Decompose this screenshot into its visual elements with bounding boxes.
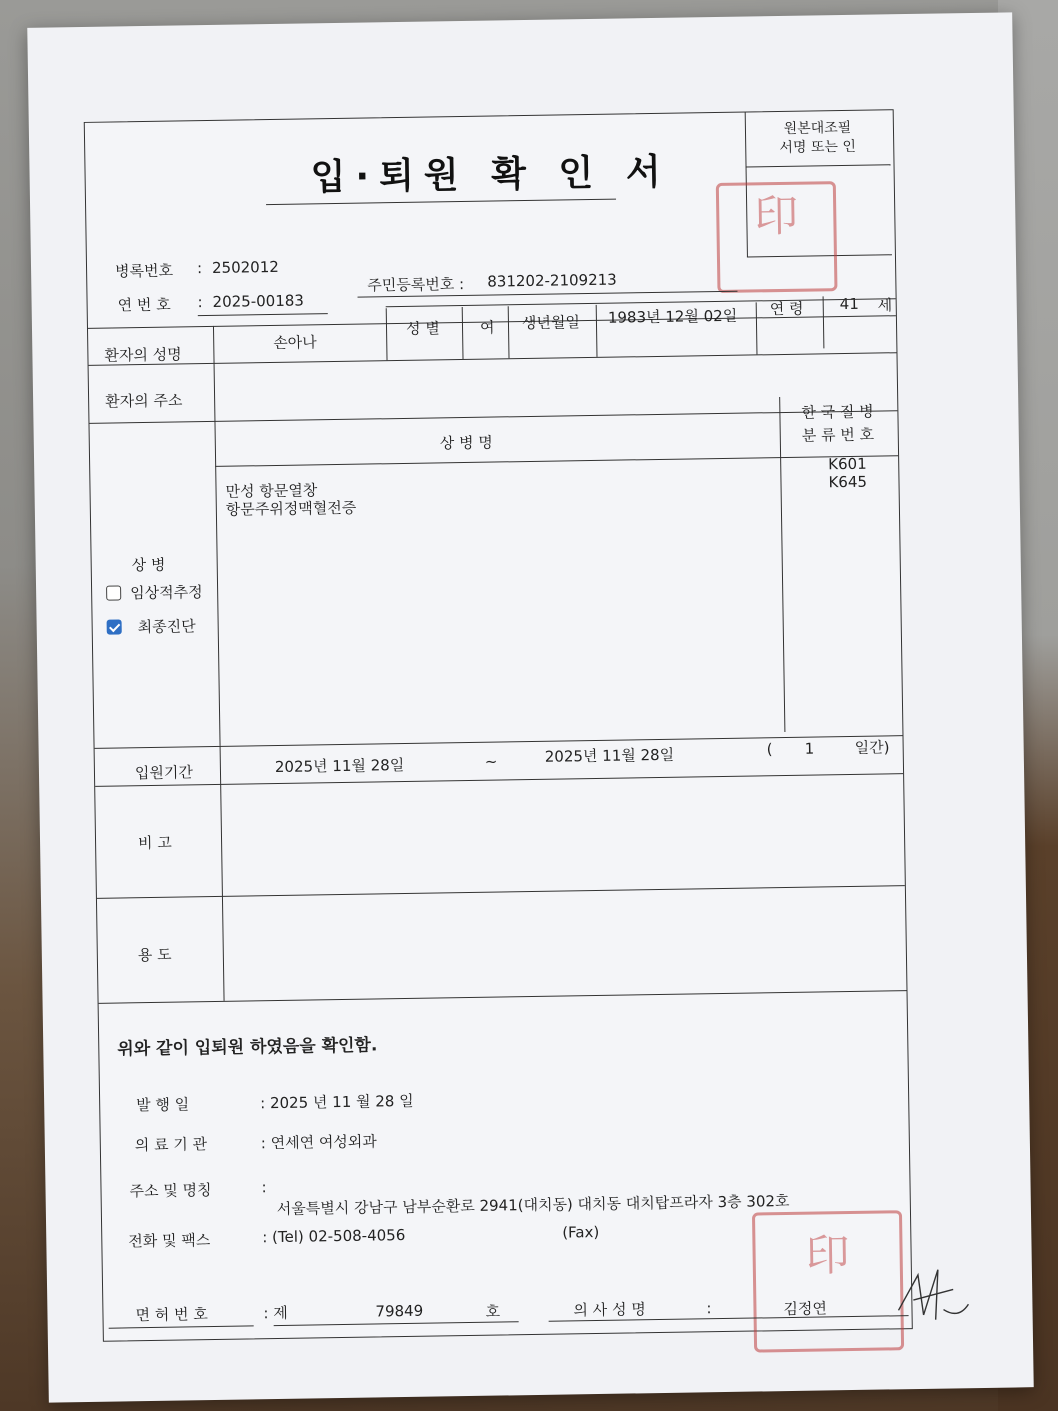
serial-no-colon: :: [197, 293, 203, 312]
row-line-2: [89, 352, 897, 366]
seal-label-line2: 서명 또는 인: [779, 138, 857, 157]
sex-value: 여: [479, 318, 495, 337]
issue-date-value: : 2025 년 11 월 28 일: [260, 1091, 414, 1113]
license-label-underline: [109, 1325, 254, 1328]
license-suffix: 호: [485, 1302, 501, 1321]
doctor-name: 김정연: [783, 1299, 828, 1319]
age-value: 41: [839, 294, 859, 314]
row-line-8: [99, 990, 907, 1004]
row-line-4: [215, 455, 898, 467]
birth-label: 생년월일: [521, 313, 581, 333]
address-label: [105, 389, 183, 411]
sex-label: 성 별: [405, 319, 440, 338]
diagnosis-section-label: 상 병: [131, 555, 166, 575]
col-line-sex: [462, 307, 464, 359]
age-unit: 세: [877, 296, 893, 315]
institution-value: : 연세연 여성외과: [260, 1132, 377, 1153]
final-diagnosis-label: 최종진단: [137, 617, 196, 637]
confirm-text: 위와 같이 입퇴원 하였음을 확인함.: [117, 1035, 378, 1060]
row-line-6: [95, 773, 903, 787]
admission-label: 입원기간: [134, 763, 194, 783]
clinical-estimate-label: 임상적추정: [130, 583, 203, 603]
diagnosis-code-2: K645: [828, 472, 868, 492]
form-table: [84, 109, 913, 1342]
col-line-age: [823, 296, 825, 348]
doctor-signature: [893, 1259, 974, 1330]
diagnosis-code-1: K601: [828, 454, 867, 474]
diagnosis-item-2: 항문주위정맥혈전증: [225, 498, 357, 519]
license-number: 79849: [375, 1301, 424, 1321]
col-line-sex-label: [386, 308, 388, 360]
serial-no-value: 2025-00183: [212, 291, 305, 311]
admission-days-unit: 일간): [854, 738, 890, 757]
row-line-3: [89, 410, 897, 424]
diagnosis-item-1: 만성 항문열창: [225, 481, 318, 501]
diagnosis-name-header: 상 병 명: [439, 433, 493, 453]
doctor-label: 의 사 성 명: [573, 1300, 646, 1320]
issuer-address-colon: :: [261, 1178, 267, 1197]
patient-name-label: 환자의 성명: [104, 345, 182, 365]
code-header-line1: 한 국 질 병: [801, 402, 874, 422]
serial-no-underline: [198, 313, 328, 316]
institution-label: 의 료 기 관: [134, 1135, 208, 1155]
final-diagnosis-checkbox[interactable]: [107, 619, 122, 634]
col-line-label: [213, 326, 221, 746]
document-paper: [27, 12, 1033, 1402]
license-label: 면 허 번 호: [135, 1305, 208, 1325]
issue-date-label: 발 행 일: [136, 1095, 190, 1115]
phone-label: 전화 및 팩스: [128, 1231, 211, 1251]
record-no-label: 병록번호: [114, 261, 174, 281]
age-label: 연 령: [769, 299, 804, 319]
issuer-address-value: 서울특별시 강남구 남부순환로 2941(대치동) 대치동 대치탑프라자 3층 302호: [276, 1191, 790, 1219]
issuer-address-label: 주소 및 명칭: [129, 1181, 212, 1201]
admission-end: 2025년 11월 28일: [544, 745, 675, 766]
admission-days: 1: [804, 739, 815, 758]
col-line-birth: [596, 305, 598, 357]
fax-label: (Fax): [562, 1222, 600, 1242]
col-line-code: [779, 397, 785, 732]
remarks-label: 비 고: [137, 833, 172, 853]
admission-tilde: ~: [484, 752, 498, 771]
address-label-text: 환자의 주소: [105, 391, 183, 411]
clinical-estimate-checkbox[interactable]: [106, 585, 121, 600]
rrn-value: 831202-2109213: [487, 270, 617, 291]
col-line-birth-label: [508, 306, 510, 358]
seal-label-line1: 원본대조필: [783, 119, 852, 137]
rrn-label: 주민등록번호 :: [367, 274, 465, 295]
doctor-seal-stamp: 印: [752, 1210, 904, 1352]
license-prefix: : 제: [263, 1303, 288, 1323]
col-line-age-label: [756, 302, 758, 354]
admission-start: 2025년 11월 28일: [274, 755, 405, 777]
purpose-label: 용 도: [137, 945, 172, 965]
record-no-colon: :: [196, 259, 203, 278]
birth-value: 1983년 12월 02일: [607, 306, 738, 327]
row-line-5: [95, 735, 903, 749]
admission-open-paren: (: [766, 740, 773, 759]
record-no-value: 2502012: [211, 257, 280, 277]
license-underline: [274, 1321, 519, 1326]
row-line-7: [97, 885, 905, 899]
hospital-seal-stamp-top: 印: [716, 181, 838, 293]
patient-name-value: 손아나: [273, 333, 317, 352]
doctor-colon: :: [706, 1299, 712, 1318]
code-header-line2: 분 류 번 호: [801, 425, 875, 445]
seal-label: [745, 110, 891, 167]
document-title: 입·퇴원 확 인 서: [310, 151, 671, 199]
serial-no-label: 연 번 호: [117, 295, 171, 315]
phone-value: : (Tel) 02-508-4056: [262, 1226, 406, 1247]
